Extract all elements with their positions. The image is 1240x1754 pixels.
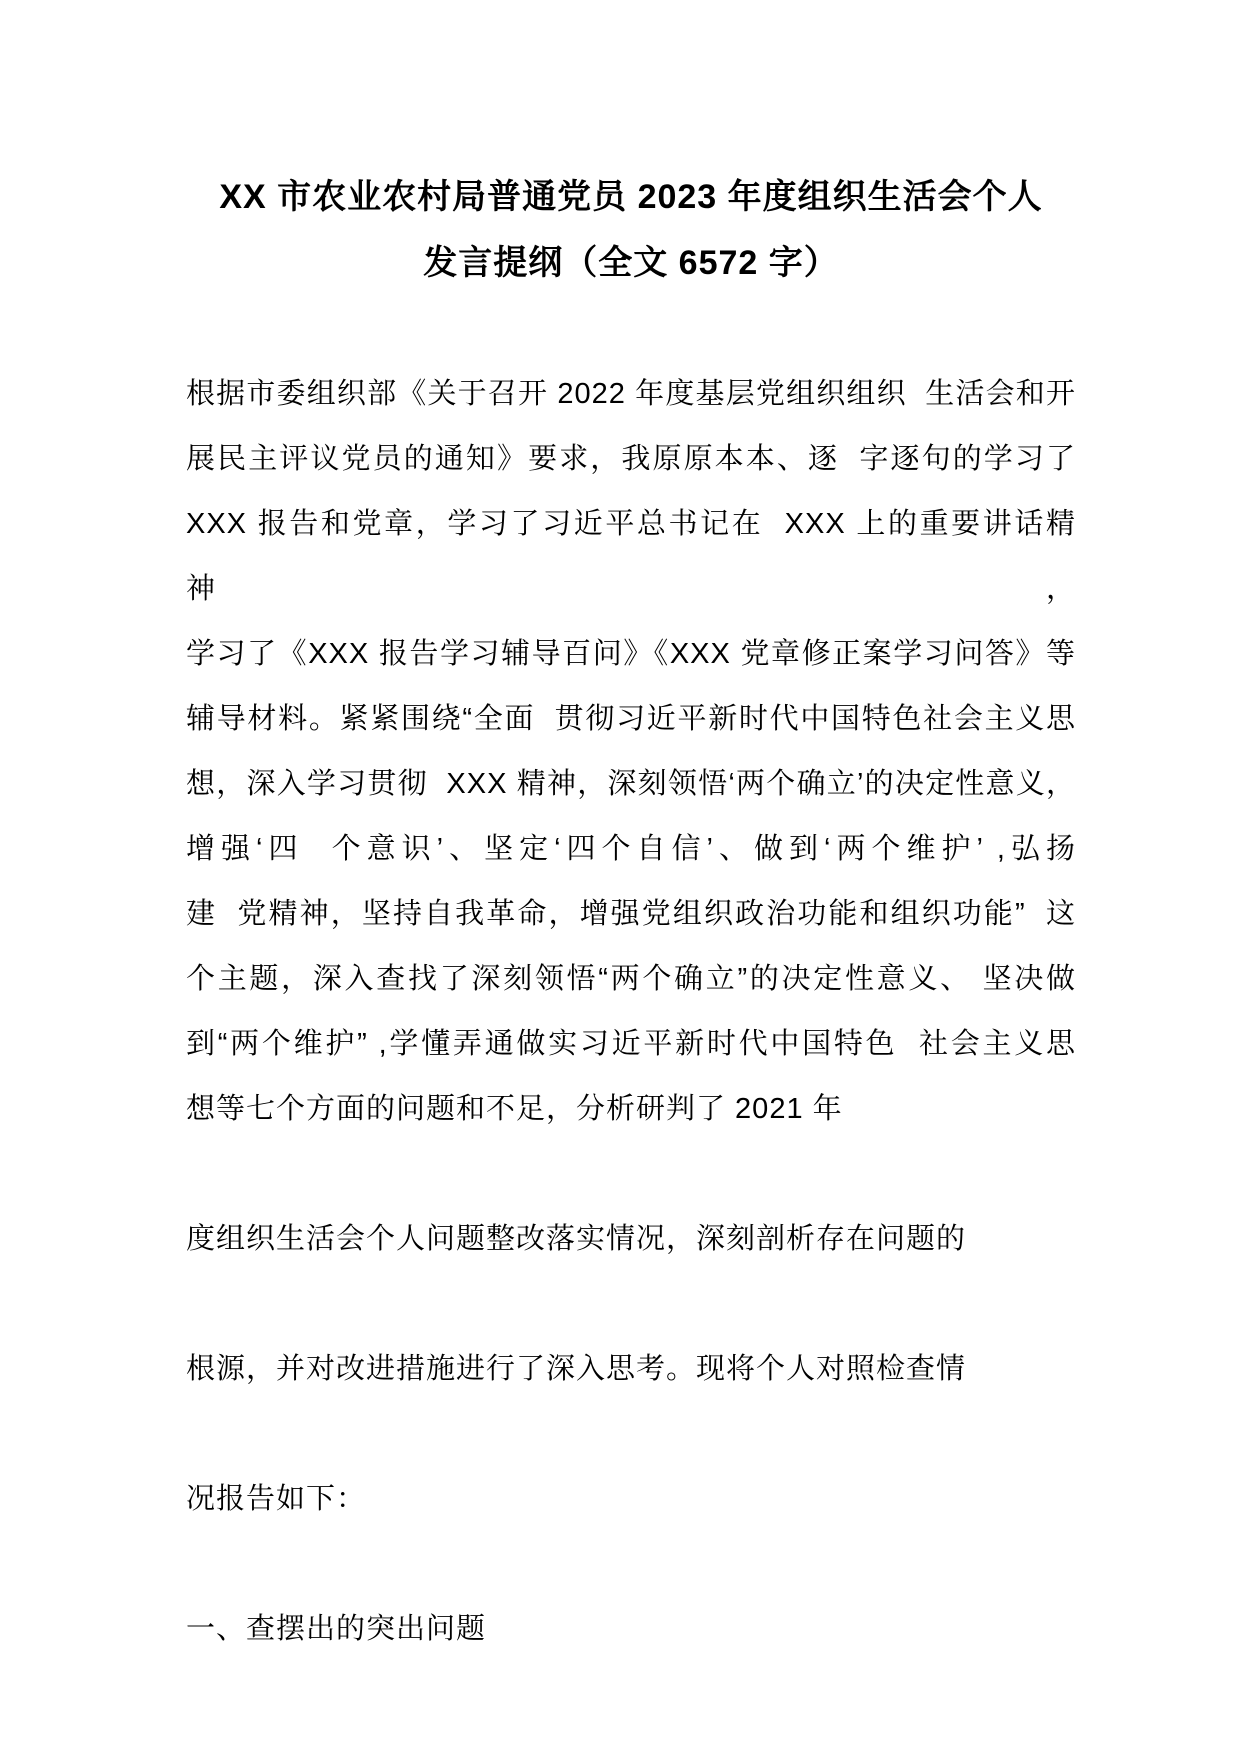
paragraph-1-line-1: 根据市委组织部《关于召开 2022 年度基层党组织组织 生活会和开 — [186, 378, 1076, 410]
paragraph-1-line-11: 想等七个方面的问题和不足，分析研判了 2021 年 — [186, 1093, 843, 1125]
paragraph-2: 度组织生活会个人问题整改落实情况，深刻剖析存在问题的 — [186, 1223, 967, 1255]
document-title-line-2: 发言提纲（全文 6572 字） — [423, 244, 839, 282]
document-title — [186, 164, 1076, 296]
paragraph-1-line-3: XXX 报告和党章，学习了习近平总书记在 XXX 上的重要讲话精神， — [186, 508, 1076, 605]
paragraph-1-line-9: 个主题，深入查找了深刻领悟“两个确立”的决定性意义、 坚决做 — [186, 963, 1076, 995]
document-title-line-1: XX 市农业农村局普通党员 2023 年度组织生活会个人 — [219, 178, 1043, 216]
paragraph-1-line-7: 增强‘四 个意识’、坚定‘四个自信’、做到‘两个维护’ ,弘扬 — [186, 833, 1076, 865]
paragraph-1-line-4: 学习了《XXX 报告学习辅导百问》《XXX 党章修正案学习问答》等 — [186, 638, 1076, 670]
paragraph-1 — [186, 362, 1076, 1142]
paragraph-1-line-6: 想，深入学习贯彻 XXX 精神，深刻领悟‘两个确立’的决定性意义， — [186, 768, 1076, 800]
paragraph-1-line-10: 到“两个维护” ,学懂弄通做实习近平新时代中国特色 社会主义思 — [186, 1028, 1076, 1060]
paragraph-1-line-5: 辅导材料。紧紧围绕“全面 贯彻习近平新时代中国特色社会主义思 — [186, 703, 1076, 735]
paragraph-3: 根源，并对改进措施进行了深入思考。现将个人对照检查情 — [186, 1353, 967, 1385]
paragraph-1-line-2: 展民主评议党员的通知》要求，我原原本本、逐 字逐句的学习了 — [186, 443, 1076, 475]
paragraph-4: 况报告如下： — [186, 1483, 367, 1515]
paragraph-1-line-8: 建 党精神，坚持自我革命，增强党组织政治功能和组织功能” 这 — [186, 898, 1076, 930]
section-heading-1: 一、查摆出的突出问题 — [186, 1613, 487, 1645]
